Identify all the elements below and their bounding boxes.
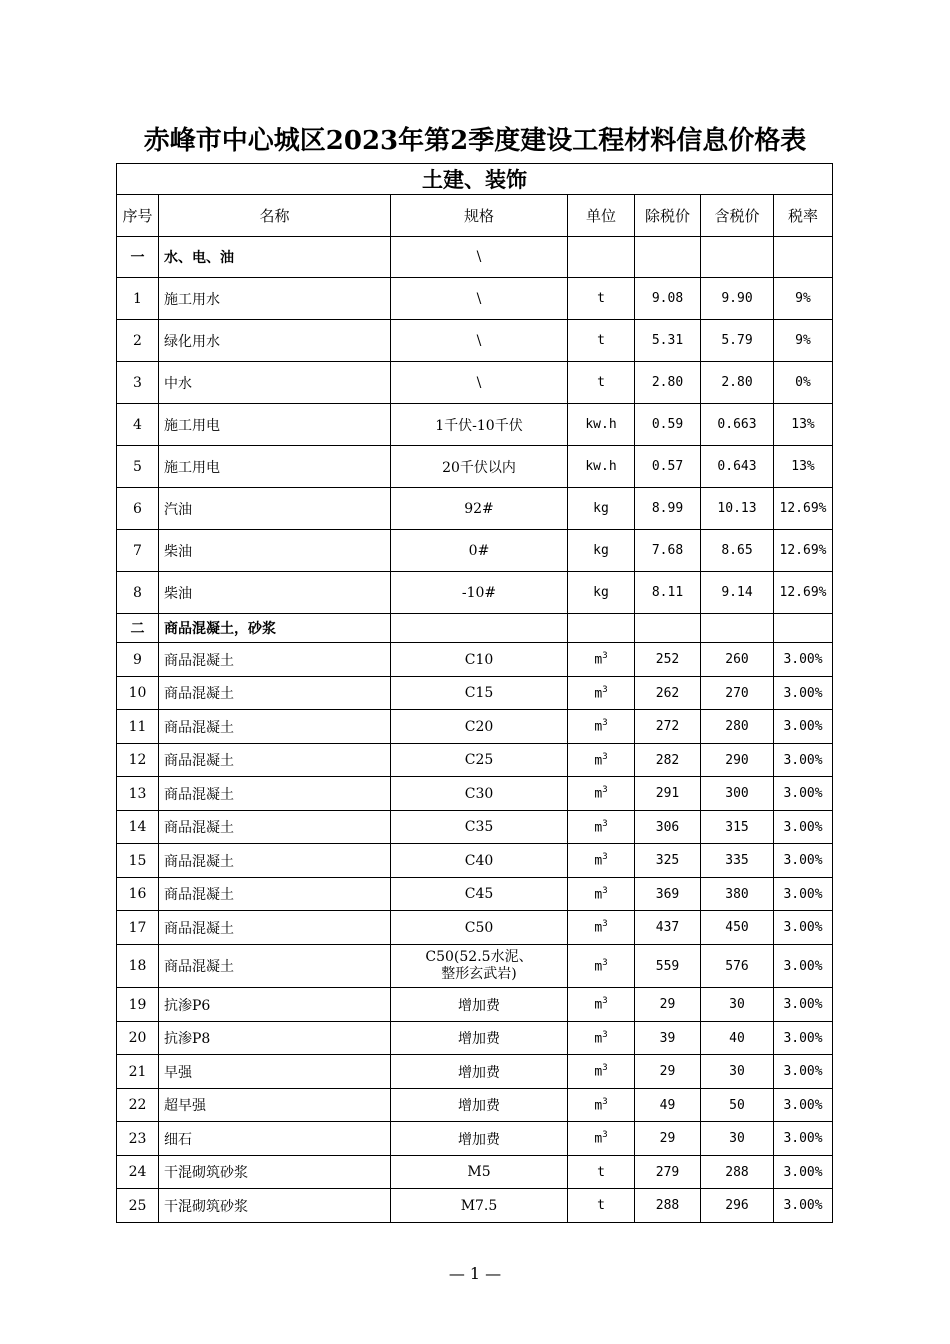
row-unit: [568, 710, 635, 744]
row-tax-rate: 3.00%: [774, 988, 833, 1022]
row-name: 商品混凝土: [159, 744, 391, 777]
table-row: [117, 844, 833, 878]
row-unit-exponent: 3: [602, 885, 608, 896]
row-tax-rate: 3.00%: [774, 844, 833, 878]
row-tax-rate: 3.00%: [774, 1122, 833, 1156]
row-name: 商品混凝土: [159, 643, 391, 677]
table-row: [117, 1156, 833, 1189]
row-price-incl-tax: 30: [701, 988, 774, 1022]
row-unit: [568, 844, 635, 878]
row-spec: \: [391, 320, 568, 362]
header-seq: 序号: [117, 195, 159, 237]
row-tax-rate: 3.00%: [774, 1022, 833, 1055]
row-seq: 23: [117, 1122, 159, 1156]
row-name: 柴油: [159, 572, 391, 614]
table-row: [117, 530, 833, 572]
row-name: 商品混凝土: [159, 878, 391, 911]
row-price-incl-tax: 450: [701, 911, 774, 945]
row-price-incl-tax: 296: [701, 1189, 774, 1223]
row-price-incl-tax: 8.65: [701, 530, 774, 572]
row-price-incl-tax: 315: [701, 811, 774, 844]
row-price-incl-tax: 2.80: [701, 362, 774, 404]
row-seq: 18: [117, 945, 159, 988]
row-spec: C15: [391, 677, 568, 710]
row-name: 商品混凝土，砂浆: [159, 614, 391, 643]
row-seq: 1: [117, 278, 159, 320]
row-spec: -10#: [391, 572, 568, 614]
section-title: 土建、装饰: [117, 164, 833, 195]
table-row: [117, 1022, 833, 1055]
row-tax-rate: 12.69%: [774, 572, 833, 614]
row-tax-rate: 3.00%: [774, 911, 833, 945]
row-tax-rate: 3.00%: [774, 1055, 833, 1089]
row-seq: 一: [117, 237, 159, 278]
row-spec: M5: [391, 1156, 568, 1189]
row-unit: [568, 945, 635, 988]
row-spec: 20千伏以内: [391, 446, 568, 488]
table-row: [117, 446, 833, 488]
row-price-incl-tax: [701, 614, 774, 643]
row-spec: C45: [391, 878, 568, 911]
row-spec: C30: [391, 777, 568, 811]
row-price-incl-tax: 280: [701, 710, 774, 744]
row-price-incl-tax: 30: [701, 1122, 774, 1156]
row-price-excl-tax: 282: [635, 744, 701, 777]
row-price-excl-tax: 0.57: [635, 446, 701, 488]
row-unit: [568, 677, 635, 710]
row-unit-base: m: [594, 1064, 603, 1080]
row-name: 抗渗P6: [159, 988, 391, 1022]
header-price-excl-tax: 除税价: [635, 195, 701, 237]
row-unit-base: m: [594, 887, 603, 903]
row-name: 干混砌筑砂浆: [159, 1189, 391, 1223]
row-seq: 5: [117, 446, 159, 488]
row-price-excl-tax: 437: [635, 911, 701, 945]
row-price-incl-tax: 30: [701, 1055, 774, 1089]
header-price-incl-tax: 含税价: [701, 195, 774, 237]
row-unit: [568, 878, 635, 911]
row-name: 抗渗P8: [159, 1022, 391, 1055]
row-price-excl-tax: 279: [635, 1156, 701, 1189]
header-name: 名称: [159, 195, 391, 237]
row-unit-base: m: [594, 1131, 603, 1147]
row-price-excl-tax: 29: [635, 1055, 701, 1089]
row-spec: 增加费: [391, 988, 568, 1022]
row-price-excl-tax: [635, 237, 701, 278]
row-unit-base: m: [594, 853, 603, 869]
table-row: [117, 1055, 833, 1089]
row-price-incl-tax: 50: [701, 1089, 774, 1122]
page-title: 赤峰市中心城区2023年第2季度建设工程材料信息价格表: [143, 126, 807, 156]
row-tax-rate: 9%: [774, 320, 833, 362]
row-name: 商品混凝土: [159, 677, 391, 710]
row-name: 商品混凝土: [159, 911, 391, 945]
row-spec: \: [391, 237, 568, 278]
price-table: [116, 163, 833, 1223]
row-seq: 24: [117, 1156, 159, 1189]
table-row: [117, 744, 833, 777]
table-row: [117, 677, 833, 710]
row-tax-rate: 3.00%: [774, 878, 833, 911]
row-spec: 0#: [391, 530, 568, 572]
row-seq: 2: [117, 320, 159, 362]
table-row: [117, 911, 833, 945]
row-tax-rate: 13%: [774, 404, 833, 446]
group-row: [117, 237, 833, 278]
row-unit-exponent: 3: [602, 684, 608, 695]
row-name: 柴油: [159, 530, 391, 572]
row-unit: t: [568, 362, 635, 404]
table-row: [117, 777, 833, 811]
row-unit: [568, 988, 635, 1022]
row-name: 商品混凝土: [159, 777, 391, 811]
row-price-excl-tax: 559: [635, 945, 701, 988]
row-name: 商品混凝土: [159, 710, 391, 744]
row-unit: t: [568, 1189, 635, 1223]
row-seq: 22: [117, 1089, 159, 1122]
row-name: 水、电、油: [159, 237, 391, 278]
row-name: 商品混凝土: [159, 945, 391, 988]
row-unit: t: [568, 1156, 635, 1189]
row-price-excl-tax: 29: [635, 1122, 701, 1156]
row-price-excl-tax: 325: [635, 844, 701, 878]
table-row: [117, 404, 833, 446]
table-row: [117, 710, 833, 744]
row-price-incl-tax: 300: [701, 777, 774, 811]
header-spec: 规格: [391, 195, 568, 237]
row-price-incl-tax: 288: [701, 1156, 774, 1189]
row-seq: 14: [117, 811, 159, 844]
row-price-incl-tax: 260: [701, 643, 774, 677]
row-spec: [391, 614, 568, 643]
row-tax-rate: [774, 237, 833, 278]
row-spec: 1千伏-10千伏: [391, 404, 568, 446]
row-seq: 19: [117, 988, 159, 1022]
row-spec: C40: [391, 844, 568, 878]
section-header-row: [117, 164, 833, 195]
row-tax-rate: 12.69%: [774, 488, 833, 530]
row-name: 施工用水: [159, 278, 391, 320]
row-unit: [568, 237, 635, 278]
header-tax-rate: 税率: [774, 195, 833, 237]
row-price-excl-tax: 5.31: [635, 320, 701, 362]
row-spec: 增加费: [391, 1122, 568, 1156]
row-tax-rate: 3.00%: [774, 777, 833, 811]
row-spec-line: C50(52.5水泥、: [425, 949, 533, 965]
row-unit: [568, 643, 635, 677]
row-tax-rate: 3.00%: [774, 945, 833, 988]
row-unit: kw.h: [568, 404, 635, 446]
row-price-incl-tax: 335: [701, 844, 774, 878]
row-unit-exponent: 3: [602, 919, 608, 930]
row-unit: kw.h: [568, 446, 635, 488]
table-row: [117, 572, 833, 614]
column-header-row: [117, 195, 833, 237]
row-seq: 21: [117, 1055, 159, 1089]
row-name: 施工用电: [159, 404, 391, 446]
row-unit-exponent: 3: [602, 651, 608, 662]
row-price-excl-tax: [635, 614, 701, 643]
row-unit: kg: [568, 488, 635, 530]
row-unit: t: [568, 278, 635, 320]
row-price-incl-tax: 290: [701, 744, 774, 777]
row-seq: 25: [117, 1189, 159, 1223]
table-row: [117, 988, 833, 1022]
row-spec: C20: [391, 710, 568, 744]
row-price-incl-tax: 9.90: [701, 278, 774, 320]
row-tax-rate: 0%: [774, 362, 833, 404]
row-unit-exponent: 3: [602, 1130, 608, 1141]
row-unit: t: [568, 320, 635, 362]
row-price-excl-tax: 252: [635, 643, 701, 677]
row-name: 细石: [159, 1122, 391, 1156]
row-seq: 8: [117, 572, 159, 614]
header-unit: 单位: [568, 195, 635, 237]
row-seq: 13: [117, 777, 159, 811]
row-tax-rate: 3.00%: [774, 811, 833, 844]
row-unit: [568, 614, 635, 643]
row-spec: C25: [391, 744, 568, 777]
row-spec: \: [391, 278, 568, 320]
row-seq: 16: [117, 878, 159, 911]
row-unit-base: m: [594, 820, 603, 836]
row-spec: 增加费: [391, 1022, 568, 1055]
row-price-excl-tax: 272: [635, 710, 701, 744]
row-name: 超早强: [159, 1089, 391, 1122]
row-name: 施工用电: [159, 446, 391, 488]
row-price-excl-tax: 8.99: [635, 488, 701, 530]
row-unit-exponent: 3: [602, 751, 608, 762]
row-price-incl-tax: [701, 237, 774, 278]
row-seq: 20: [117, 1022, 159, 1055]
row-unit-exponent: 3: [602, 718, 608, 729]
row-seq: 9: [117, 643, 159, 677]
row-tax-rate: 3.00%: [774, 744, 833, 777]
table-row: [117, 878, 833, 911]
row-tax-rate: 3.00%: [774, 643, 833, 677]
row-spec-line: 整形玄武岩): [441, 966, 517, 982]
row-tax-rate: 13%: [774, 446, 833, 488]
row-unit-base: m: [594, 786, 603, 802]
row-unit: [568, 744, 635, 777]
row-unit-base: m: [594, 1098, 603, 1114]
row-unit-exponent: 3: [602, 957, 608, 968]
row-unit-exponent: 3: [602, 852, 608, 863]
row-price-excl-tax: 288: [635, 1189, 701, 1223]
row-name: 早强: [159, 1055, 391, 1089]
table-row: [117, 362, 833, 404]
group-row: [117, 614, 833, 643]
row-unit-exponent: 3: [602, 818, 608, 829]
row-unit: [568, 777, 635, 811]
row-price-excl-tax: 2.80: [635, 362, 701, 404]
row-tax-rate: 3.00%: [774, 1089, 833, 1122]
row-unit-base: m: [594, 753, 603, 769]
row-name: 绿化用水: [159, 320, 391, 362]
row-unit-base: m: [594, 1031, 603, 1047]
row-unit: [568, 1089, 635, 1122]
row-unit-exponent: 3: [602, 996, 608, 1007]
row-spec: C10: [391, 643, 568, 677]
row-unit: [568, 1055, 635, 1089]
row-spec: [391, 945, 568, 988]
row-unit-base: m: [594, 652, 603, 668]
row-price-excl-tax: 262: [635, 677, 701, 710]
table-row: [117, 811, 833, 844]
row-name: 中水: [159, 362, 391, 404]
row-unit-base: m: [594, 920, 603, 936]
row-tax-rate: [774, 614, 833, 643]
row-price-incl-tax: 40: [701, 1022, 774, 1055]
row-seq: 10: [117, 677, 159, 710]
row-unit-exponent: 3: [602, 1063, 608, 1074]
table-row: [117, 1122, 833, 1156]
row-spec: 增加费: [391, 1055, 568, 1089]
table-row: [117, 1189, 833, 1223]
row-unit: [568, 1122, 635, 1156]
row-spec: 增加费: [391, 1089, 568, 1122]
row-seq: 4: [117, 404, 159, 446]
row-price-excl-tax: 39: [635, 1022, 701, 1055]
row-price-excl-tax: 291: [635, 777, 701, 811]
row-price-excl-tax: 7.68: [635, 530, 701, 572]
row-seq: 17: [117, 911, 159, 945]
row-price-excl-tax: 0.59: [635, 404, 701, 446]
row-spec: C35: [391, 811, 568, 844]
row-price-incl-tax: 576: [701, 945, 774, 988]
row-spec: 92#: [391, 488, 568, 530]
row-name: 商品混凝土: [159, 844, 391, 878]
row-tax-rate: 3.00%: [774, 710, 833, 744]
row-tax-rate: 12.69%: [774, 530, 833, 572]
row-unit: [568, 811, 635, 844]
row-price-incl-tax: 270: [701, 677, 774, 710]
row-price-excl-tax: 8.11: [635, 572, 701, 614]
row-seq: 15: [117, 844, 159, 878]
row-tax-rate: 9%: [774, 278, 833, 320]
row-unit-base: m: [594, 719, 603, 735]
row-unit: [568, 1022, 635, 1055]
row-unit-exponent: 3: [602, 1096, 608, 1107]
row-spec: C50: [391, 911, 568, 945]
row-price-incl-tax: 0.643: [701, 446, 774, 488]
row-price-incl-tax: 5.79: [701, 320, 774, 362]
row-unit: kg: [568, 572, 635, 614]
row-price-excl-tax: 29: [635, 988, 701, 1022]
row-price-incl-tax: 0.663: [701, 404, 774, 446]
row-unit-base: m: [594, 959, 603, 975]
row-seq: 3: [117, 362, 159, 404]
row-seq: 6: [117, 488, 159, 530]
row-name: 汽油: [159, 488, 391, 530]
row-unit: [568, 911, 635, 945]
row-price-incl-tax: 380: [701, 878, 774, 911]
row-name: 商品混凝土: [159, 811, 391, 844]
row-unit-base: m: [594, 686, 603, 702]
table-row: [117, 278, 833, 320]
row-tax-rate: 3.00%: [774, 1189, 833, 1223]
row-unit-base: m: [594, 997, 603, 1013]
table-row: [117, 320, 833, 362]
row-seq: 12: [117, 744, 159, 777]
row-unit-exponent: 3: [602, 785, 608, 796]
table-row: [117, 945, 833, 988]
row-seq: 11: [117, 710, 159, 744]
table-row: [117, 488, 833, 530]
page-number: — 1 —: [448, 1264, 502, 1283]
row-price-excl-tax: 306: [635, 811, 701, 844]
row-price-incl-tax: 9.14: [701, 572, 774, 614]
row-price-excl-tax: 9.08: [635, 278, 701, 320]
row-seq: 二: [117, 614, 159, 643]
row-price-excl-tax: 49: [635, 1089, 701, 1122]
table-row: [117, 1089, 833, 1122]
table-row: [117, 643, 833, 677]
row-unit: kg: [568, 530, 635, 572]
row-unit-exponent: 3: [602, 1029, 608, 1040]
row-tax-rate: 3.00%: [774, 1156, 833, 1189]
row-price-incl-tax: 10.13: [701, 488, 774, 530]
row-name: 干混砌筑砂浆: [159, 1156, 391, 1189]
row-spec: M7.5: [391, 1189, 568, 1223]
row-spec: \: [391, 362, 568, 404]
row-tax-rate: 3.00%: [774, 677, 833, 710]
row-price-excl-tax: 369: [635, 878, 701, 911]
row-seq: 7: [117, 530, 159, 572]
